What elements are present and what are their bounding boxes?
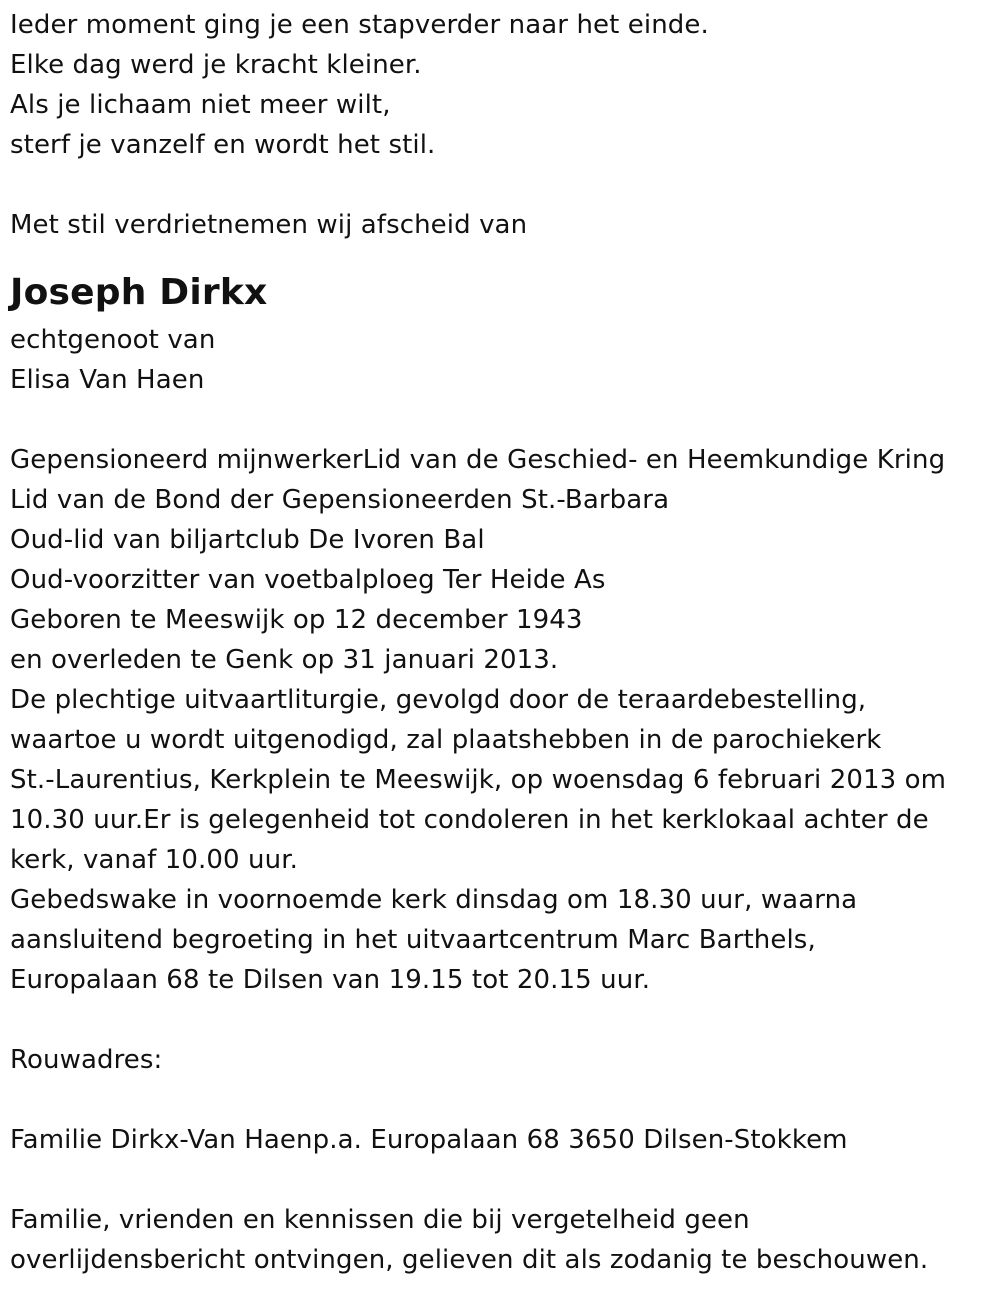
address-label: Rouwadres: [10, 1045, 163, 1075]
details-block [10, 440, 990, 1000]
detail-line: Geboren te Meeswijk op 12 december 1943 [10, 605, 583, 635]
detail-line: en overleden te Genk op 31 januari 2013. [10, 645, 559, 675]
poem-line: Als je lichaam niet meer wilt, [10, 90, 391, 120]
detail-line: waartoe u wordt uitgenodigd, zal plaatshebben in de parochiekerk [10, 725, 882, 755]
spacer [10, 400, 990, 440]
detail-line: De plechtige uitvaartliturgie, gevolgd door de teraardebestelling, [10, 685, 867, 715]
relation-label: echtgenoot van [10, 325, 216, 355]
poem-block [10, 5, 990, 165]
detail-line: Gepensioneerd mijnwerkerLid van de Geschied- en Heemkundige Kring [10, 445, 946, 475]
closing-line: Familie, vrienden en kennissen die bij vergetelheid geen [10, 1205, 750, 1235]
poem-line: Ieder moment ging je een stapverder naar het einde. [10, 10, 709, 40]
mourning-address: Familie Dirkx-Van Haenp.a. Europalaan 68 3650 Dilsen-Stokkem [10, 1125, 848, 1155]
deceased-name: Joseph Dirkx [10, 272, 268, 313]
detail-line: Oud-lid van biljartclub De Ivoren Bal [10, 525, 485, 555]
detail-line: Oud-voorzitter van voetbalploeg Ter Heide As [10, 565, 606, 595]
detail-line: 10.30 uur.Er is gelegenheid tot condoleren in het kerklokaal achter de [10, 805, 929, 835]
closing-line: overlijdensbericht ontvingen, gelieven dit als zodanig te beschouwen. [10, 1245, 929, 1275]
spacer [10, 1000, 990, 1040]
spacer [10, 1080, 990, 1120]
obituary-notice [10, 5, 990, 1280]
intro-text: Met stil verdrietnemen wij afscheid van [10, 210, 528, 240]
detail-line: St.-Laurentius, Kerkplein te Meeswijk, op woensdag 6 februari 2013 om [10, 765, 947, 795]
poem-line: sterf je vanzelf en wordt het stil. [10, 130, 436, 160]
spacer [10, 1160, 990, 1200]
spouse-name: Elisa Van Haen [10, 365, 205, 395]
detail-line: Lid van de Bond der Gepensioneerden St.-Barbara [10, 485, 670, 515]
detail-line: Europalaan 68 te Dilsen van 19.15 tot 20.15 uur. [10, 965, 651, 995]
poem-line: Elke dag werd je kracht kleiner. [10, 50, 422, 80]
spacer [10, 165, 990, 205]
detail-line: Gebedswake in voornoemde kerk dinsdag om 18.30 uur, waarna [10, 885, 858, 915]
detail-line: aansluitend begroeting in het uitvaartcentrum Marc Barthels, [10, 925, 816, 955]
closing-block [10, 1200, 990, 1280]
detail-line: kerk, vanaf 10.00 uur. [10, 845, 298, 875]
